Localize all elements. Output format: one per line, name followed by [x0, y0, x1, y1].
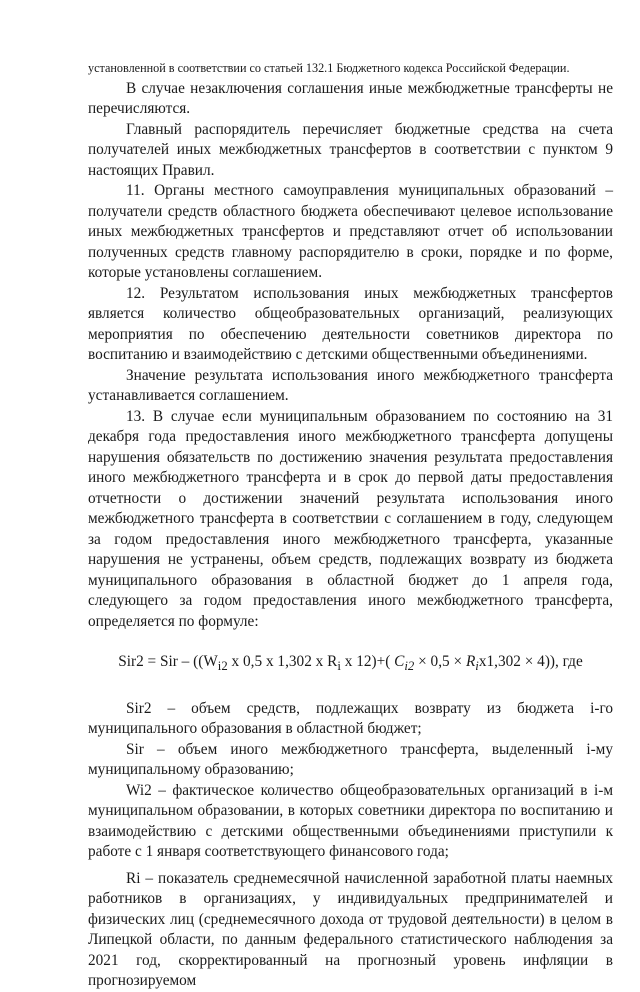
paragraph: 12. Результатом использования иных межбюджетных трансфертов является количество общеобразовательных организаций, реализующих мероприятия по обеспечению деятельности советников директора по воспитанию и взаимодействию с детскими общественными объединениями. [88, 284, 613, 363]
paragraph: Значение результата использования иного межбюджетного трансферта устанавливается соглашением. [88, 366, 613, 404]
paragraph: 13. В случае если муниципальным образованием по состоянию на 31 декабря года предоставления иного межбюджетного трансферта допущены нарушения обязательств по достижению значения результата предоставления иного межбюджетного трансферта и в срок до первой даты предоставления отчетности о достижении значений результата использования иного межбюджетного трансферта в соответствии с соглашением в году, следующем за годом предоставления иного межбюджетного трансферта, указанные нарушения не устранены, объем средств, подлежащих возврату из бюджета муниципального образования в областной бюджет до 1 апреля года, следующего за годом предоставления иного межбюджетного трансферта, определяется по формуле: [88, 407, 613, 630]
document-page [88, 58, 613, 992]
paragraph: В случае незаключения соглашения иные межбюджетные трансферты не перечисляются. [88, 79, 613, 117]
formula: Sir2 = Sir – (($W_{i2}$ x 0,5 x 1,302 x $R_i$ x 12)+( $C_{i2} \times 0,5 \times R_ix1,302 \times 4$)), где [118, 653, 583, 674]
definition: Ri – показатель среднемесячной начисленной заработной платы наемных работников в организациях, у индивидуальных предпринимателей и физических лиц (среднемесячного дохода от трудовой деятельности) в целом в Липецкой области, по данным федерального статистического наблюдения за 2021 год, скорректированный на прогнозный уровень инфляции в прогнозируемом [88, 869, 613, 990]
paragraph: Главный распорядитель перечисляет бюджетные средства на счета получателей иных межбюджетных трансфертов в соответствии с пунктом 9 настоящих Правил. [88, 120, 613, 179]
definition: Wi2 – фактическое количество общеобразовательных организаций в i-м муниципальном образовании, в которых советники директора по воспитанию и взаимодействию с детскими общественными объединениями приступили к работе с 1 января соответствующего финансового года; [88, 781, 613, 861]
definition: Sir2 – объем средств, подлежащих возврату из бюджета i-го муниципального образования в областной бюджет; [88, 699, 613, 738]
paragraph: установленной в соответствии со статьей 132.1 Бюджетного кодекса Российской Федерации. [88, 61, 570, 75]
paragraph: 11. Органы местного самоуправления муниципальных образований – получатели средств областного бюджета обеспечивают целевое использование иных межбюджетных трансфертов и представляют отчет об использовании полученных средств главному распорядителю в сроки, порядке и по форме, которые установлены соглашением. [88, 182, 613, 281]
definition: Sir – объем иного межбюджетного трансферта, выделенный i-му муниципальному образованию; [88, 740, 613, 779]
